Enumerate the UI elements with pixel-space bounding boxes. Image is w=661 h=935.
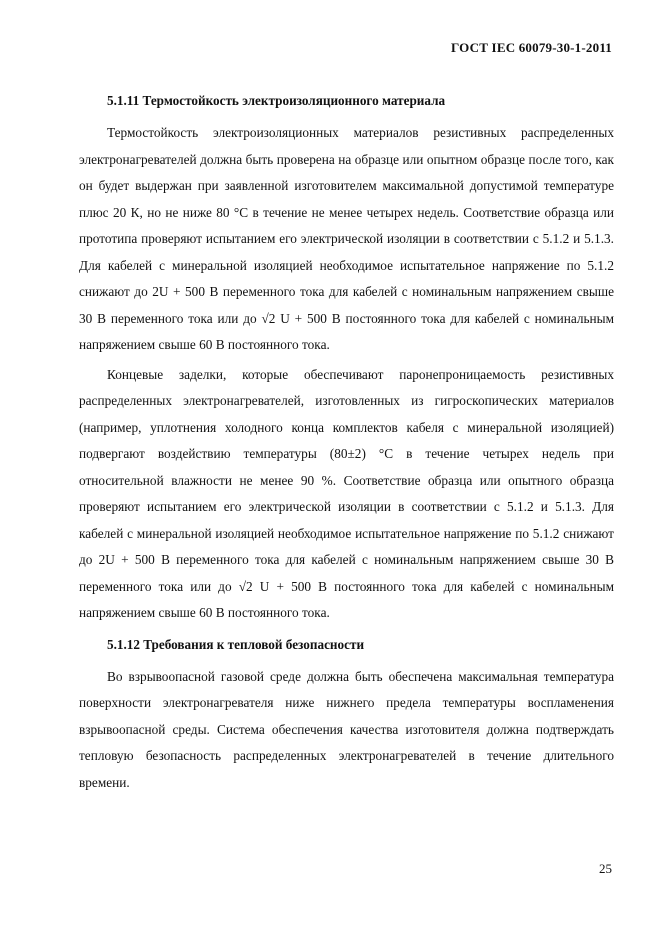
page-content <box>79 88 614 796</box>
paragraph-thermal-safety: Во взрывоопасной газовой среде должна быть обеспечена максимальная температура поверхности электронагревателя ниже нижнего предела температуры воспламенения взрывоопасной среды. Система обеспечения качества изготовителя должна подтверждать тепловую безопасность распределенных электронагревателей в течение длительного времени. <box>79 668 614 790</box>
section-heading-5-1-12: 5.1.12 Требования к тепловой безопасности <box>107 636 365 652</box>
document-header-id: ГОСТ IEC 60079-30-1-2011 <box>451 40 612 55</box>
section-heading-5-1-11: 5.1.11 Термостойкость электроизоляционного материала <box>107 93 446 108</box>
paragraph-end-seals: Концевые заделки, которые обеспечивают паронепроницаемость резистивных распределенных электронагревателей, изготовленных из гигроскопических материалов (например, уплотнения холодного конца комплектов кабеля с минеральной изоляцией) подвергают воздействию температуры (80±2) °С в течение четырех недель при относительной влажности не менее 90 %. Соответствие образца или опытного образца проверяют испытанием его электрической изоляции в соответствии с 5.1.2 и 5.1.3. Для кабелей с минеральной изоляцией необходимое испытательное напряжение по 5.1.2 снижают до 2U + 500 В переменного тока для кабелей с номинальным напряжением свыше 30 В переменного тока или до √2 U + 500 В постоянного тока для кабелей с номинальным напряжением свыше 60 В постоянного тока. <box>79 366 614 620</box>
paragraph-thermal-resistance: Термостойкость электроизоляционных материалов резистивных распределенных электронагревателей должна быть проверена на образце или опытном образце после того, как он будет выдержан при заявленной изготовителем максимальной допустимой температуре плюс 20 К, но не ниже 80 °С в течение не менее четырех недель. Соответствие образца или прототипа проверяют испытанием его электрической изоляции в соответствии с 5.1.2 и 5.1.3. Для кабелей с минеральной изоляцией необходимое испытательное напряжение по 5.1.2 снижают до 2U + 500 В переменного тока для кабелей с номинальным напряжением свыше 30 В переменного тока или до √2 U + 500 В постоянного тока для кабелей с номинальным напряжением свыше 60 В постоянного тока. <box>79 125 614 352</box>
page-number: 25 <box>599 861 612 876</box>
